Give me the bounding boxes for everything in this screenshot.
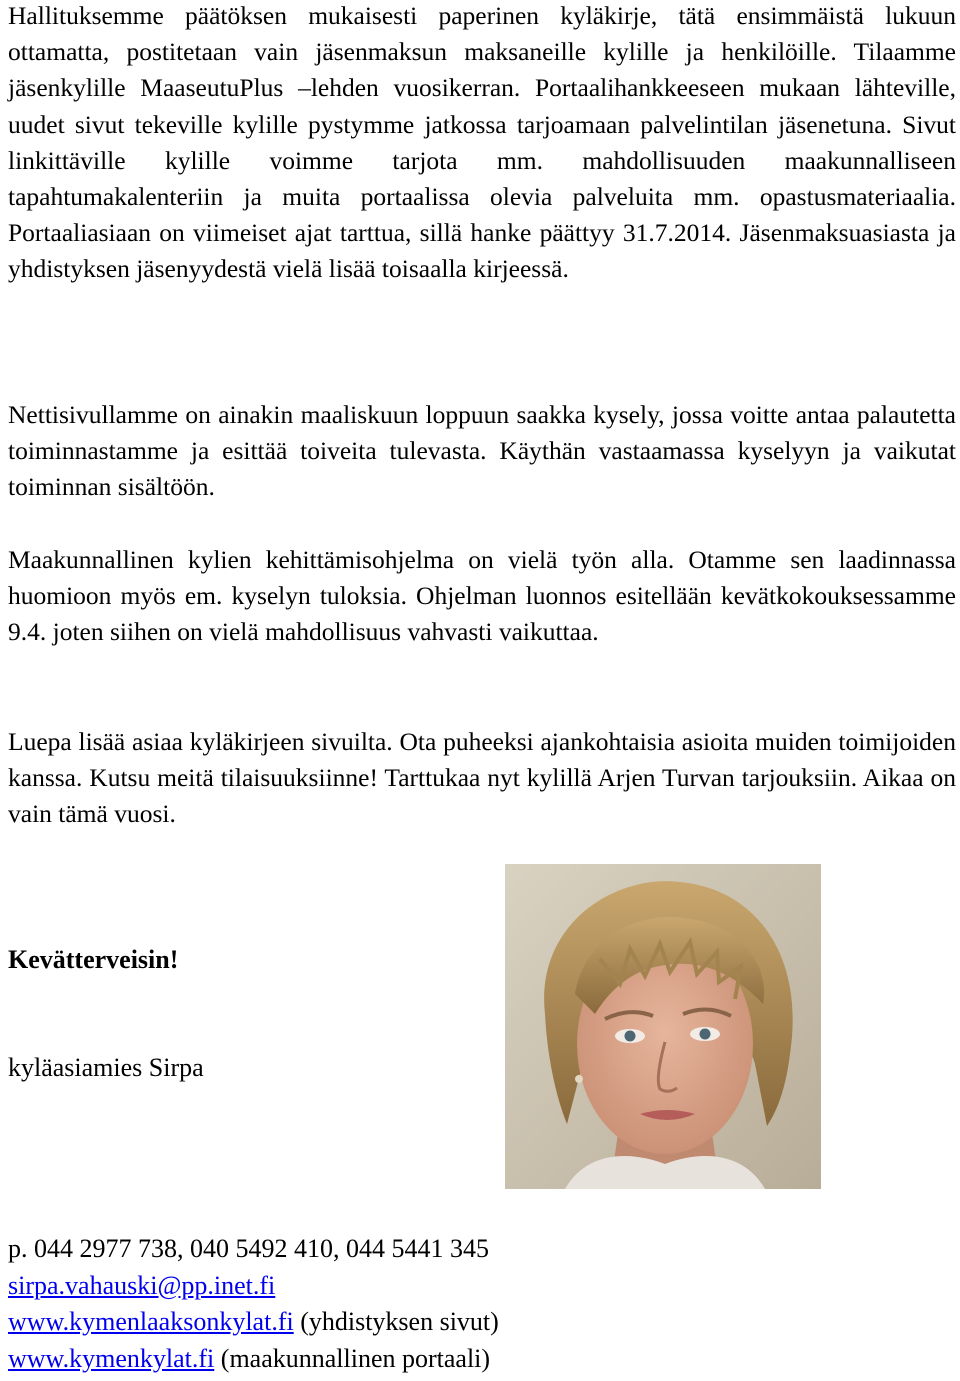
paragraph-read-more: Luepa lisää asiaa kyläkirjeen sivuilta. Ota puheeksi ajankohtaisia asioita muiden toimijoiden kanssa. Kutsu meitä tilaisuuksiinne! Tarttukaa nyt kylillä Arjen Turvan tarjouksiin. Aikaa on vain tämä vuosi. bbox=[8, 727, 956, 829]
website-line-portal bbox=[8, 1341, 499, 1378]
website-line-association bbox=[8, 1304, 499, 1341]
phone-numbers: p. 044 2977 738, 040 5492 410, 044 5441 345 bbox=[8, 1234, 489, 1263]
paragraph-membership: Hallituksemme päätöksen mukaisesti paperinen kyläkirje, tätä ensimmäistä lukuun ottamatta, postitetaan vain jäsenmaksun maksaneille kylille ja henkilöille. Tilaamme jäsenkylille MaaseutuPlus –lehden vuosikerran. Portaalihankkeeseen mukaan lähteville, uudet sivut tekeville kylille pystymme jatkossa tarjoamaan palvelintilan jäsenetuna. Sivut linkittäville kylille voimme tarjota mm. mahdollisuuden maakunnalliseen tapahtumakalenteriin ja muita portaalissa olevia palveluita mm. opastusmateriaalia. Portaaliasiaan on viimeiset ajat tarttua, sillä hanke päättyy 31.7.2014. Jäsenmaksuasiasta ja yhdistyksen jäsenyydestä vielä lisää toisaalla kirjeessä. bbox=[8, 1, 956, 284]
association-website-link[interactable]: www.kymenlaaksonkylat.fi bbox=[8, 1307, 294, 1336]
paragraph-development-program: Maakunnallinen kylien kehittämisohjelma on vielä työn alla. Otamme sen laadinnassa huomioon myös em. kyselyn tuloksia. Ohjelman luonnos esitellään kevätkokouksessamme 9.4. joten siihen on vielä mahdollisuus vahvasti vaikuttaa. bbox=[8, 545, 956, 647]
portal-website-note: (maakunnallinen portaali) bbox=[214, 1343, 491, 1373]
association-website-note: (yhdistyksen sivut) bbox=[293, 1307, 499, 1336]
greeting: Kevätterveisin! bbox=[8, 945, 179, 974]
portrait-photo bbox=[505, 864, 821, 1189]
contact-block bbox=[8, 1231, 499, 1377]
email-link[interactable]: sirpa.vahauski@pp.inet.fi bbox=[8, 1270, 276, 1300]
portal-website-link[interactable]: www.kymenkylat.fi bbox=[8, 1343, 215, 1373]
paragraph-survey: Nettisivullamme on ainakin maaliskuun loppuun saakka kysely, jossa voitte antaa palautetta toiminnastamme ja esittää toiveita tulevasta. Käythän vastaamassa kyselyyn ja vaikutat toiminnan sisältöön. bbox=[8, 400, 956, 502]
signature: kyläasiamies Sirpa bbox=[8, 1053, 204, 1082]
